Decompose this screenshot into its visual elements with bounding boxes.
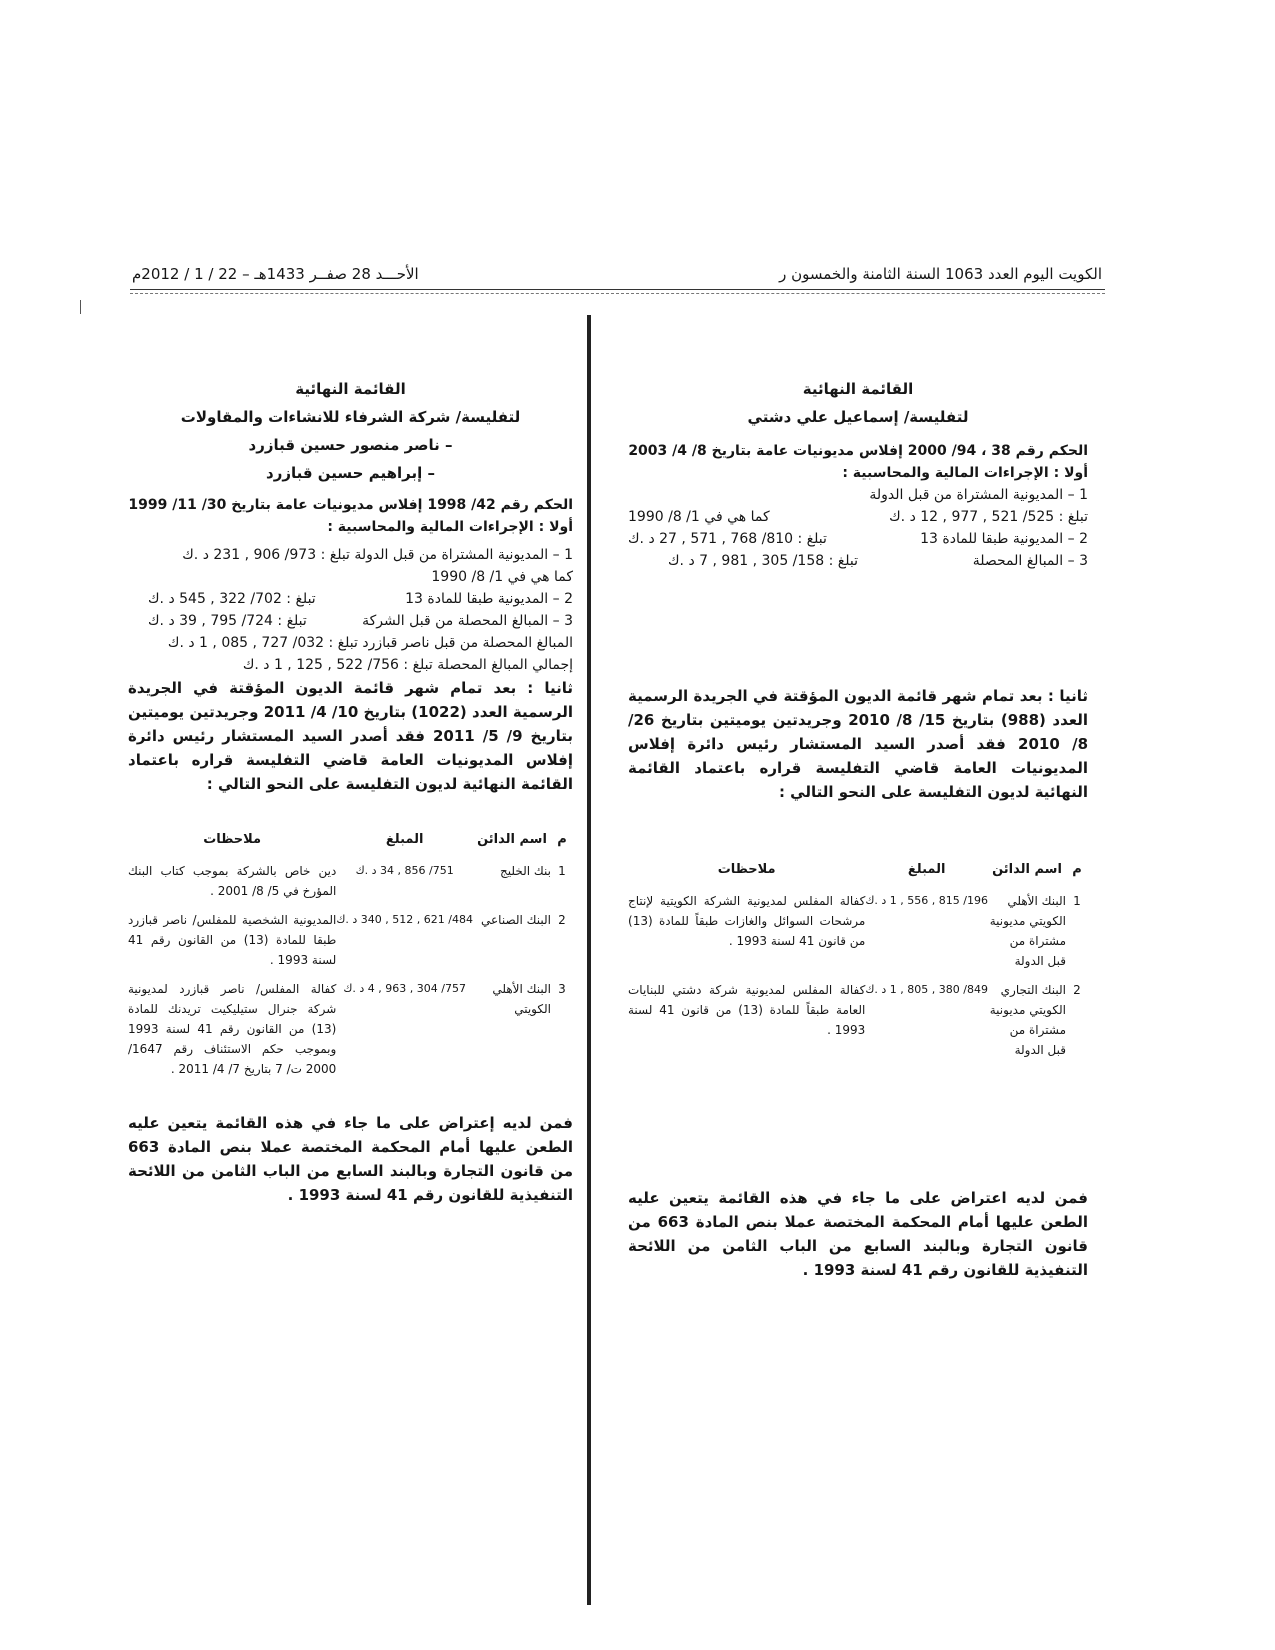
right-title: القائمة النهائية [802,380,914,398]
row-creditor: بنك الخليج [500,864,551,878]
left-subtitle2: – ناصر منصور حسين قبازرد [248,436,453,454]
col-num-header: م [557,832,567,847]
left-section2: ثانيا : بعد تمام شهر قائمة الديون المؤقتة في الجريدة الرسمية العدد (1022) بتاريخ 10/ 4/ 2011 وجريدتين يوميتين بتاريخ 9/ 5/ 2011 فقد أصدر السيد المستشار رئيس دائرة إفلاس المديونيات العامة قاضي التفليسة قراره باعتماد القائمة النهائية لديون التفليسة على النحو التالي : [128,679,574,793]
row-num: 2 [1073,983,1081,997]
left-item3-amount: تبلغ : 724/ 795 , 39 د .ك [148,613,307,629]
right-section2: ثانيا : بعد تمام شهر قائمة الديون المؤقتة في الجريدة الرسمية العدد (988) بتاريخ 15/ 8/ 2010 وجريدتين يوميتين بتاريخ 26/ 8/ 2010 فقد أصدر السيد المستشار رئيس دائرة إفلاس المديونيات العامة قاضي التفليسة قراره باعتماد القائمة النهائية لديون التفليسة على النحو التالي : [628,687,1089,801]
left-item1: 1 – المديونية المشتراة من قبل الدولة تبلغ : 973/ 906 , 231 د .ك [182,547,573,563]
right-item1-label: 1 – المديونية المشتراة من قبل الدولة [869,487,1088,503]
header-rule-dashed [130,293,1105,294]
row-amount: 196/ 815 , 556 , 1 د .ك [865,894,988,907]
col-name-header: اسم الدائن [477,832,547,847]
table-header-row [628,860,1088,888]
right-subtitle: لتفليسة/ إسماعيل علي دشتي [747,408,969,426]
left-item4: المبالغ المحصلة من قبل ناصر قبازرد تبلغ : 032/ 727 , 085 , 1 د .ك [167,635,573,651]
right-item2-label: 2 – المديونية طبقا للمادة 13 [920,531,1088,547]
right-item2-line [628,528,1088,550]
right-item1-note: كما هي في 1/ 8/ 1990 [628,509,770,525]
col-num-header: م [1072,862,1082,877]
left-subtitle3: – إبراهيم حسين قبازرد [266,464,435,482]
table-row [128,858,573,907]
right-item3-label: 3 – المبالغ المحصلة [972,553,1088,569]
header-rule [130,289,1105,290]
left-item2-label: 2 – المديونية طبقا للمادة 13 [405,591,573,607]
left-section1: أولا : الإجراءات المالية والمحاسبية : [327,519,573,535]
row-note: دين خاص بالشركة بموجب كتاب البنك المؤرخ في 5/ 8/ 2001 . [128,864,337,898]
row-num: 1 [1073,894,1081,908]
left-closing: فمن لديه إعتراض على ما جاء في هذه القائمة يتعين عليه الطعن عليها أمام المحكمة المختصة عملا بنص المادة 663 من قانون التجارة وبالبند السابع من الباب الثامن من اللائحة التنفيذية للقانون رقم 41 لسنة 1993 . [128,1114,573,1204]
table-row [128,976,573,1085]
row-num: 2 [558,913,566,927]
column-divider [587,315,591,1605]
header-date: الأحـــد 28 صفــر 1433هـ – 22 / 1 / 2012م [132,265,419,283]
row-amount: 751/ 856 , 34 د .ك [355,864,454,877]
margin-mark [80,300,81,314]
left-creditors-table [128,830,573,1085]
row-creditor: البنك التجاري الكويتي مديونية مشتراة من قبل الدولة [989,983,1066,1057]
left-item5: إجمالي المبالغ المحصلة تبلغ : 756/ 522 , 125 , 1 د .ك [242,657,573,673]
row-amount: 757/ 304 , 963 , 4 د .ك [343,982,466,995]
row-note: كفالة المفلس/ ناصر قبازرد لمديونية شركة جنرال ستيليكيت تريدنك للمادة (13) من القانون رقم 41 لسنة 1993 وبموجب حكم الاستئناف رقم 1647/ 2000 ت/ 7 بتاريخ 7/ 4/ 2011 . [128,982,337,1076]
left-item1-note: كما هي في 1/ 8/ 1990 [431,569,573,585]
right-creditors-table [628,860,1088,1066]
left-title: القائمة النهائية [295,380,406,398]
left-item3-line [128,610,573,632]
page-header [132,262,1102,286]
row-num: 3 [558,982,566,996]
left-item2-line [128,588,573,610]
table-row [628,888,1088,977]
col-notes-header: ملاحظات [717,862,776,877]
right-item3-amount: تبلغ : 158/ 305 , 981 , 7 د .ك [668,553,858,569]
row-note: كفالة المفلس لمديونية الشركة الكويتية لإنتاج مرشحات السوائل والغازات طبقاً للمادة (13) من قانون 41 لسنة 1993 . [628,894,866,948]
col-amount-header: المبلغ [385,832,424,847]
left-item3-label: 3 – المبالغ المحصلة من قبل الشركة [362,613,573,629]
row-creditor: البنك الأهلي الكويتي [492,982,551,1016]
table-header-row [128,830,573,858]
col-notes-header: ملاحظات [203,832,262,847]
left-subtitle: لتفليسة/ شركة الشرفاء للانشاءات والمقاولات [180,408,521,426]
row-amount: 849/ 380 , 805 , 1 د .ك [865,983,988,996]
right-closing: فمن لديه اعتراض على ما جاء في هذه القائمة يتعين عليه الطعن عليها أمام المحكمة المختصة عملا بنص المادة 663 من قانون التجارة وبالبند السابع من الباب الثامن من اللائحة التنفيذية للقانون رقم 41 لسنة 1993 . [628,1189,1088,1279]
right-column [628,378,1088,1282]
row-note: كفالة المفلس لمديونية شركة دشتي للبنايات العامة طبقاً للمادة (13) من قانون 41 لسنة 1993 . [628,983,866,1037]
row-num: 1 [558,864,566,878]
row-creditor: البنك الصناعي [481,913,551,927]
right-item1-line [628,506,1088,528]
col-name-header: اسم الدائن [992,862,1062,877]
row-note: المديونية الشخصية للمفلس/ ناصر قبازرد طبقا للمادة (13) من القانون رقم 41 لسنة 1993 . [128,913,337,967]
header-issue: الكويت اليوم العدد 1063 السنة الثامنة والخمسون ر [779,265,1102,283]
col-amount-header: المبلغ [907,862,946,877]
right-item2-amount: تبلغ : 810/ 768 , 571 , 27 د .ك [628,531,827,547]
row-creditor: البنك الأهلي الكويتي مديونية مشتراة من قبل الدولة [989,894,1066,968]
left-item2-amount: تبلغ : 702/ 322 , 545 د .ك [148,591,316,607]
right-ruling: الحكم رقم 38 ، 94/ 2000 إفلاس مديونيات عامة بتاريخ 8/ 4/ 2003 [628,443,1088,459]
left-column [128,378,573,1207]
table-row [628,977,1088,1066]
left-ruling: الحكم رقم 42/ 1998 إفلاس مديونيات عامة بتاريخ 30/ 11/ 1999 [128,497,573,513]
right-section1: أولا : الإجراءات المالية والمحاسبية : [842,465,1088,481]
right-item3-line [628,550,1088,572]
row-amount: 484/ 621 , 512 , 340 د .ك [336,913,473,926]
right-item1-amount: تبلغ : 525/ 521 , 977 , 12 د .ك [889,509,1088,525]
table-row [128,907,573,976]
